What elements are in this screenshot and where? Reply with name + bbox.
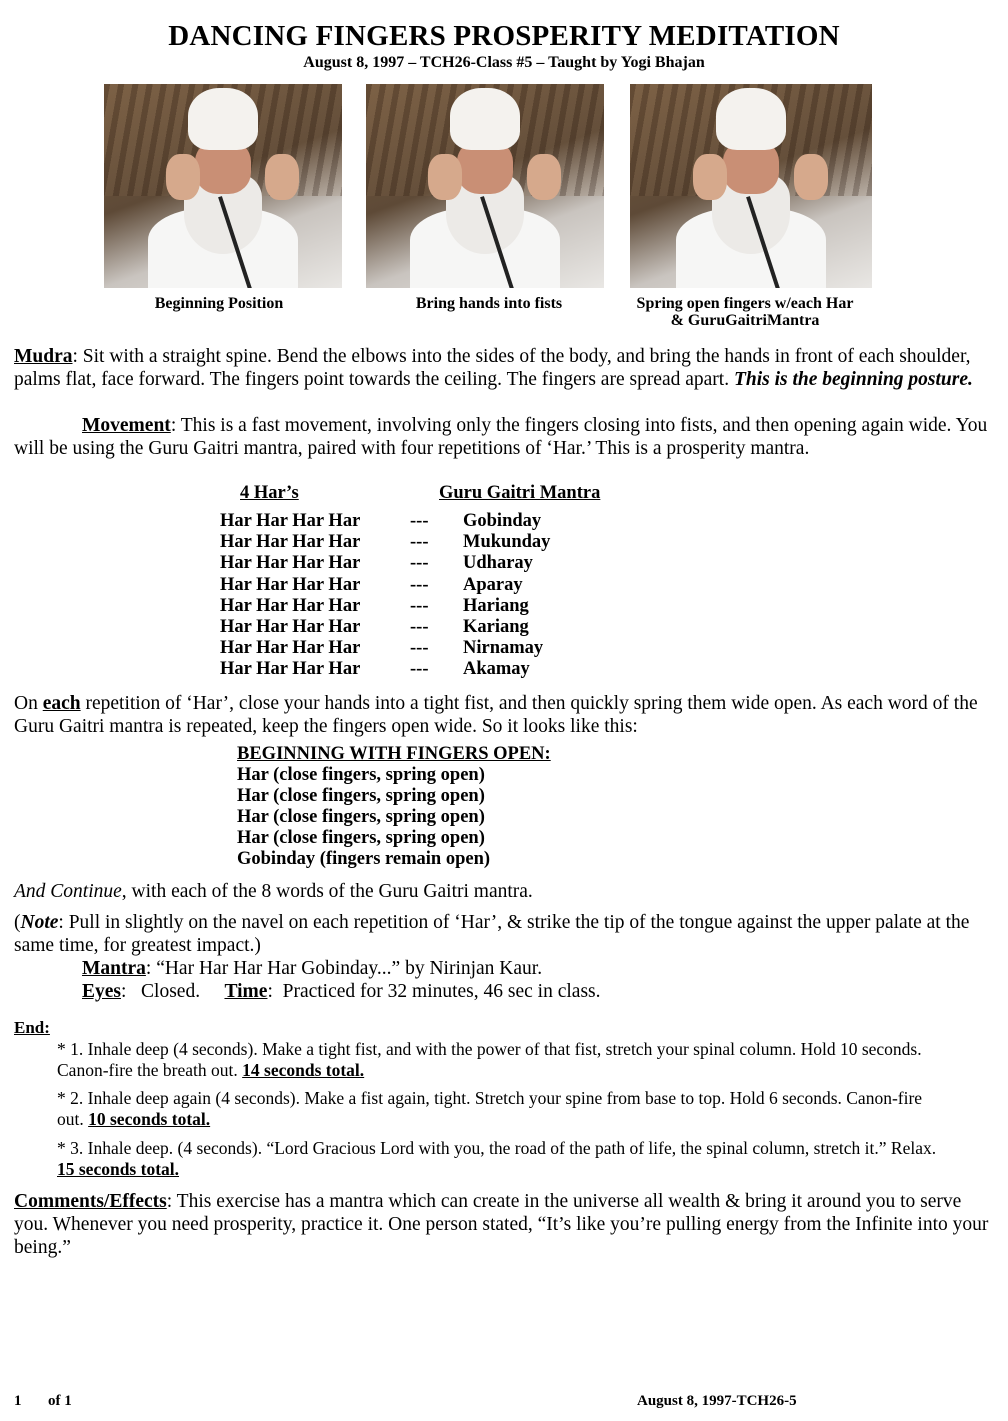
mantra-row-separator: --- xyxy=(410,532,429,553)
mantra-row-separator: --- xyxy=(410,553,429,574)
sequence-line: Har (close fingers, spring open) xyxy=(237,765,485,785)
footer-page-number: 1 xyxy=(14,1393,22,1409)
mudra-paragraph: Mudra: Sit with a straight spine. Bend the elbows into the sides of the body, and bring the hands in front of each shoulder, palms flat, face forward. The fingers point towards the ceiling. The fingers are spread apart. This is the beginning posture. xyxy=(14,346,973,390)
col-header-guru-gaitri: Guru Gaitri Mantra xyxy=(439,483,601,503)
mantra-row-separator: --- xyxy=(410,574,429,595)
end-step: * 3. Inhale deep. (4 seconds). “Lord Gracious Lord with you, the road of the path of life, the spinal column, stretch it.” Relax. 15 seconds total. xyxy=(57,1138,937,1179)
mantra-row-separator: --- xyxy=(410,638,429,659)
mantra-row-hars: Har Har Har Har xyxy=(220,659,361,680)
mantra-line: Mantra: “Har Har Har Har Gobinday...” by Nirinjan Kaur. xyxy=(82,958,543,979)
mantra-row-word: Mukunday xyxy=(463,532,551,553)
mantra-row-word: Gobinday xyxy=(463,511,542,531)
photo-beginning-position xyxy=(104,84,342,288)
mudra-label: Mudra xyxy=(14,346,73,367)
page-subtitle: August 8, 1997 – TCH26-Class #5 – Taught by Yogi Bhajan xyxy=(303,54,705,71)
end-step: * 1. Inhale deep (4 seconds). Make a tight fist, and with the power of that fist, stretch your spinal column. Hold 10 seconds. Canon-fire the breath out. 14 seconds total. xyxy=(57,1039,922,1080)
footer-page-total: of 1 xyxy=(48,1393,72,1409)
mantra-row-word: Udharay xyxy=(463,553,533,574)
continue-line: And Continue, with each of the 8 words of the Guru Gaitri mantra. xyxy=(14,881,533,902)
movement-label: Movement xyxy=(82,415,171,436)
end-label: End: xyxy=(14,1018,50,1037)
photo-hands-into-fists xyxy=(366,84,604,288)
mantra-row-separator: --- xyxy=(410,617,429,637)
photo-caption-3: Spring open fingers w/each Har & GuruGaitriMantra xyxy=(636,295,854,329)
eyes-time-line: Eyes: Closed. Time: Practiced for 32 minutes, 46 sec in class. xyxy=(82,981,601,1002)
end-step: * 2. Inhale deep again (4 seconds). Make a fist again, tight. Stretch your spine from base to top. Hold 6 seconds. Canon-fire out. 10 seconds total. xyxy=(57,1088,923,1129)
mantra-row-hars: Har Har Har Har xyxy=(220,595,361,616)
note-paragraph: (Note: Pull in slightly on the navel on each repetition of ‘Har’, & strike the tip of the tongue against the upper palate at the same time, for greatest impact.) xyxy=(14,912,970,956)
mantra-row-word: Kariang xyxy=(463,617,529,637)
mantra-row-hars: Har Har Har Har xyxy=(220,638,361,659)
mantra-row-hars: Har Har Har Har xyxy=(220,511,361,531)
sequence-line: Gobinday (fingers remain open) xyxy=(237,849,491,869)
col-header-hars: 4 Har’s xyxy=(240,483,299,503)
mantra-row-hars: Har Har Har Har xyxy=(220,532,361,553)
photo-spring-open xyxy=(630,84,872,288)
mantra-row-word: Akamay xyxy=(463,659,530,680)
page-title: DANCING FINGERS PROSPERITY MEDITATION xyxy=(168,20,840,52)
footer-date-code: August 8, 1997-TCH26-5 xyxy=(637,1393,797,1409)
sequence-line: Har (close fingers, spring open) xyxy=(237,807,485,827)
comments-effects-paragraph: Comments/Effects: This exercise has a mantra which can create in the universe all wealth & bring it around you to serve you. Whenever you need prosperity, practice it. One person stated, “It’s like you’re pulling energy from the Infinite into your being.” xyxy=(14,1191,989,1258)
mantra-row-hars: Har Har Har Har xyxy=(220,574,361,595)
mantra-row-separator: --- xyxy=(410,511,429,531)
mantra-row-word: Hariang xyxy=(463,595,529,616)
photo-caption-2: Bring hands into fists xyxy=(415,295,563,312)
mantra-row-word: Nirnamay xyxy=(463,638,544,659)
mantra-row-hars: Har Har Har Har xyxy=(220,553,361,574)
sequence-line: Har (close fingers, spring open) xyxy=(237,828,485,848)
photo-caption-1: Beginning Position xyxy=(154,295,284,312)
mantra-row-hars: Har Har Har Har xyxy=(220,617,361,637)
mantra-table xyxy=(220,483,640,683)
sequence-line: Har (close fingers, spring open) xyxy=(237,786,485,806)
each-repetition-paragraph: On each repetition of ‘Har’, close your hands into a tight fist, and then quickly spring them wide open. As each word of the Guru Gaitri mantra is repeated, keep the fingers open wide. So it looks like this: xyxy=(14,693,978,737)
mantra-row-separator: --- xyxy=(410,659,429,680)
mantra-row-word: Aparay xyxy=(463,574,523,595)
mantra-row-separator: --- xyxy=(410,595,429,616)
movement-paragraph: Movement: This is a fast movement, involving only the fingers closing into fists, and then opening again wide. You will be using the Guru Gaitri mantra, paired with four repetitions of ‘Har.’ This is a prosperity mantra. xyxy=(14,415,988,459)
sequence-header: BEGINNING WITH FINGERS OPEN: xyxy=(237,744,551,764)
